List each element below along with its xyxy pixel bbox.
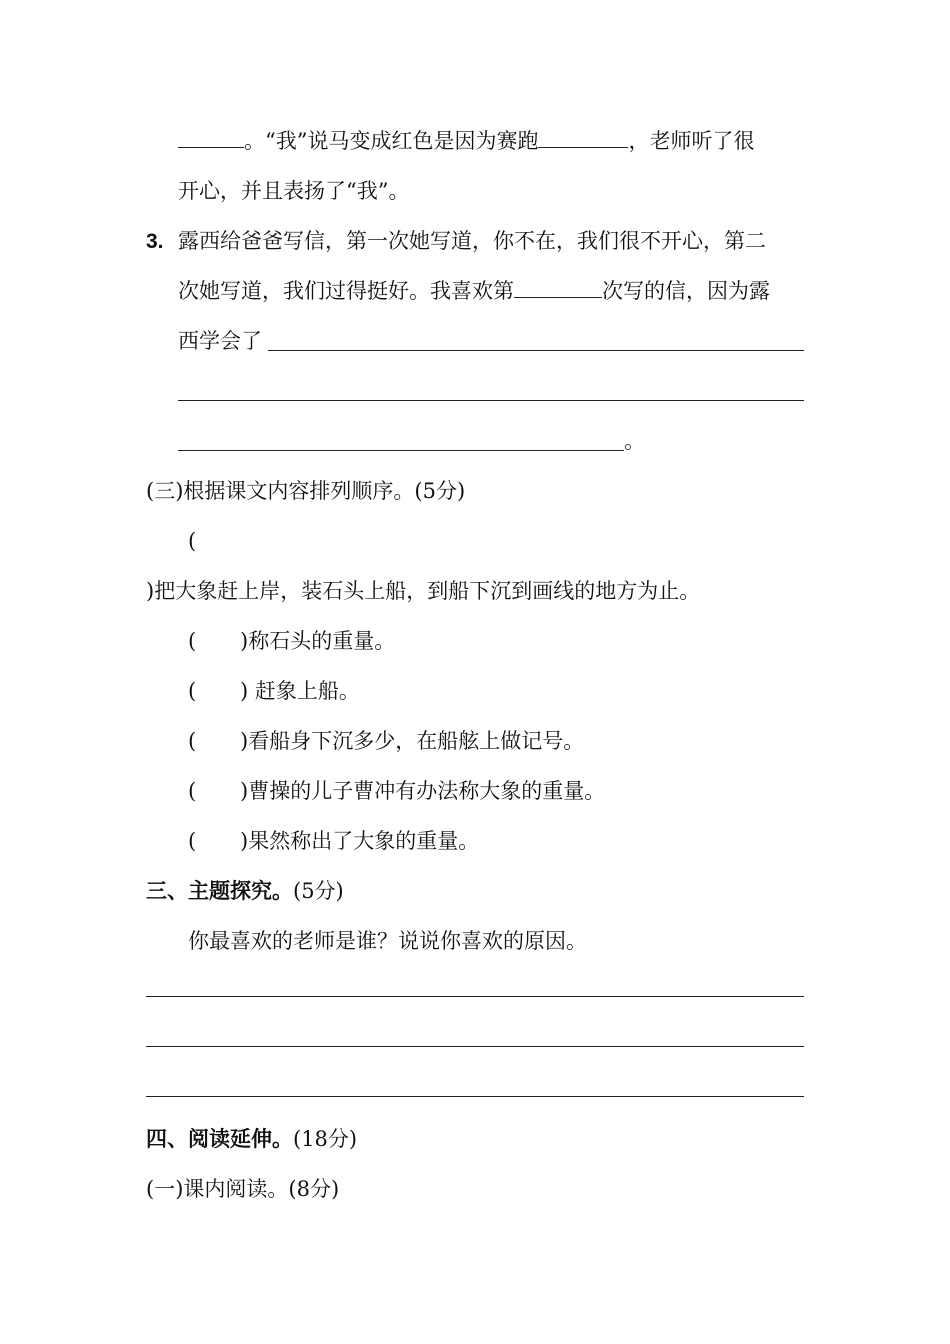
- order-answer-box[interactable]: (: [188, 679, 197, 703]
- order-item-1: )把大象赶上岸，装石头上船，到船下沉到画线的地方为止。: [146, 579, 701, 603]
- q2-line-1: 。“我”说马变成红色是因为赛跑 ，老师听了很: [178, 127, 754, 155]
- question-number: 3.: [146, 230, 164, 253]
- order-item-3: ( ) 赶象上船。: [188, 679, 360, 703]
- answer-line[interactable]: [178, 450, 624, 451]
- order-item-5: ( )曹操的儿子曹冲有办法称大象的重量。: [188, 779, 606, 803]
- section-3-prompt: 你最喜欢的老师是谁？说说你喜欢的原因。: [188, 929, 587, 953]
- q3-line-3: 西学会了: [178, 329, 262, 353]
- order-item-4: ( )看船身下沉多少，在船舷上做记号。: [188, 729, 585, 753]
- answer-blank[interactable]: [538, 127, 628, 148]
- q3-end-period: 。: [624, 429, 645, 453]
- answer-blank[interactable]: [514, 277, 602, 298]
- order-answer-box[interactable]: (: [188, 629, 197, 653]
- order-answer-box[interactable]: (: [188, 829, 197, 853]
- section-3-heading: 三、主题探究。(5分): [146, 879, 344, 903]
- section-4-sub-1: (一)课内阅读。(8分): [146, 1177, 340, 1201]
- answer-line[interactable]: [146, 1096, 804, 1097]
- q2-line-2: 开心，并且表扬了“我”。: [178, 179, 410, 203]
- open-paren: (: [188, 529, 197, 553]
- q3-line-2: 次她写道，我们过得挺好。我喜欢第 次写的信，因为露: [178, 279, 770, 303]
- part3-heading: (三)根据课文内容排列顺序。(5分): [146, 479, 466, 503]
- answer-line[interactable]: [146, 1046, 804, 1047]
- order-answer-box[interactable]: (: [188, 779, 197, 803]
- order-item-2: ( )称石头的重量。: [188, 629, 396, 653]
- answer-line[interactable]: [178, 400, 804, 401]
- section-4-heading: 四、阅读延伸。(18分): [146, 1127, 358, 1151]
- answer-blank[interactable]: [178, 127, 244, 148]
- order-item-6: ( )果然称出了大象的重量。: [188, 829, 480, 853]
- order-answer-box[interactable]: (: [188, 729, 197, 753]
- answer-line[interactable]: [146, 996, 804, 997]
- q3-line-1: 3. 露西给爸爸写信，第一次她写道，你不在，我们很不开心，第二: [146, 227, 766, 256]
- answer-line[interactable]: [268, 350, 804, 351]
